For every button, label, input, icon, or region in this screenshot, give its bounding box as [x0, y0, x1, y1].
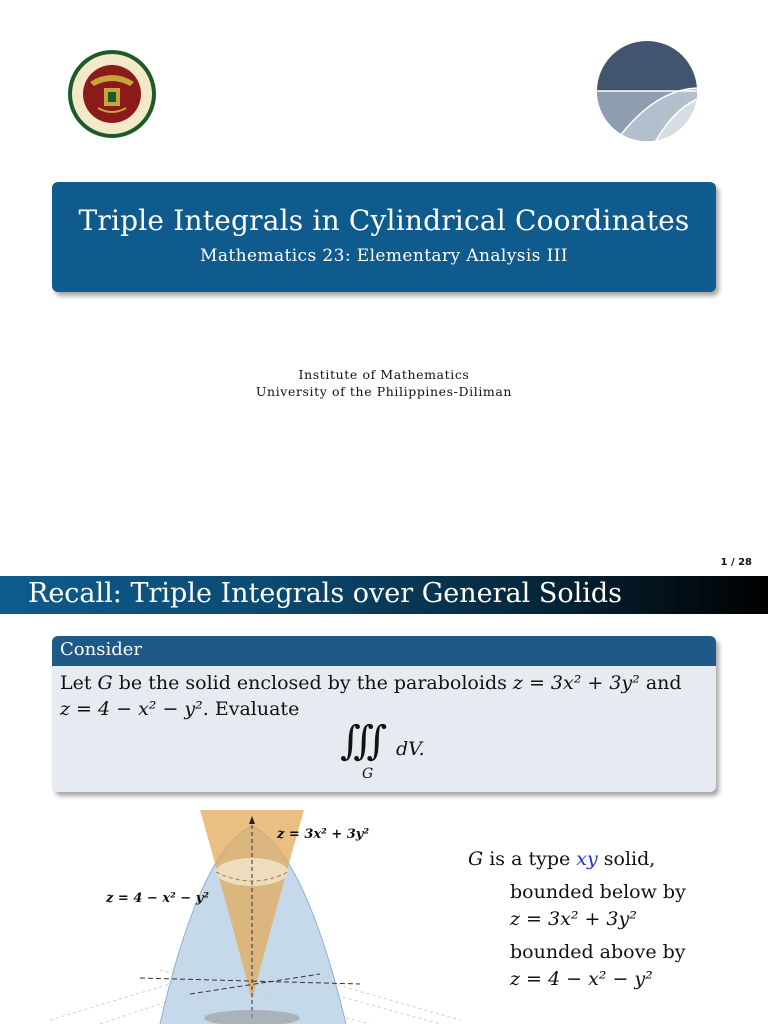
var-g-side: G [468, 848, 484, 870]
type-xy: xy [576, 848, 598, 870]
frame-title: Recall: Triple Integrals over General Solids [28, 578, 623, 609]
bounded-above-label: bounded above by [510, 941, 686, 963]
text-let: Let [60, 672, 98, 694]
text-is-a-type: is a type [483, 848, 577, 870]
author-block [0, 366, 768, 400]
integral-region: G [362, 766, 374, 782]
equation-lower-paraboloid: z = 3x² + 3y² [512, 672, 640, 694]
paraboloids-figure [40, 810, 466, 1024]
equation-upper-paraboloid: z = 4 − x² − y² [60, 698, 203, 720]
bounded-below-label: bounded below by [510, 881, 686, 903]
frame-title-bar [0, 576, 768, 614]
label-upper-paraboloid: z = 4 − x² − y² [106, 891, 209, 906]
label-lower-paraboloid: z = 3x² + 3y² [277, 827, 370, 842]
triple-integral [340, 718, 460, 790]
consider-block [52, 636, 716, 792]
up-seal-logo [60, 42, 164, 146]
problem-line-1 [60, 672, 682, 694]
page-number: 1 / 28 [720, 557, 752, 568]
var-g: G [97, 672, 113, 694]
triple-integral-symbol: ∭ [340, 718, 374, 764]
integrand-dv: dV. [396, 738, 425, 760]
text-solid: solid, [597, 848, 656, 870]
university-name: University of the Philippines-Diliman [255, 384, 513, 399]
text-evaluate: . Evaluate [202, 698, 300, 720]
bounded-above-equation: z = 4 − x² − y² [510, 968, 653, 990]
problem-line-2 [60, 698, 299, 720]
block-title: Consider [52, 636, 716, 666]
institute-name: Institute of Mathematics [298, 367, 470, 382]
solid-type-line [468, 846, 686, 873]
content-slide [0, 576, 768, 1024]
solid-description [468, 846, 686, 993]
text-solid-enclosed: be the solid enclosed by the paraboloids [112, 672, 513, 694]
institute-logo [594, 38, 700, 144]
bounded-below-equation: z = 3x² + 3y² [510, 908, 637, 930]
title-box [52, 182, 716, 292]
presentation-title: Triple Integrals in Cylindrical Coordinates [78, 204, 690, 237]
presentation-subtitle: Mathematics 23: Elementary Analysis III [200, 246, 568, 266]
text-and: and [639, 672, 682, 694]
